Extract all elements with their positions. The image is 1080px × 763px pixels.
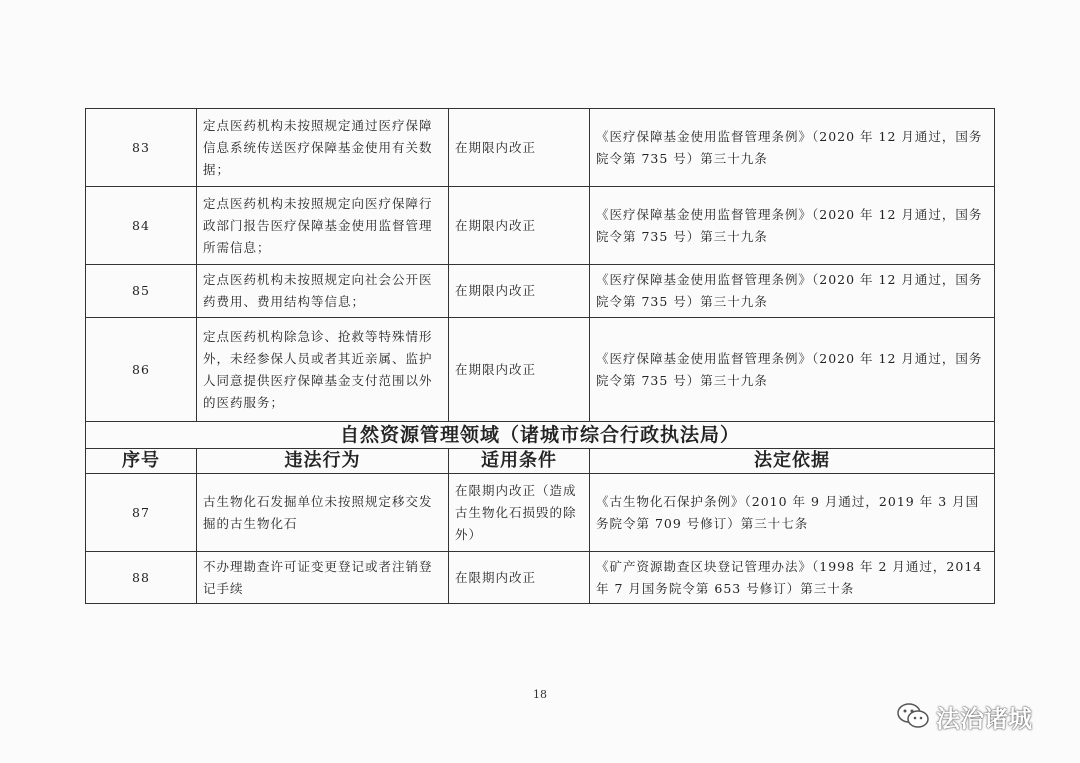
header-num: 序号 xyxy=(86,449,197,474)
row-number: 83 xyxy=(86,109,197,187)
table-row xyxy=(86,552,995,604)
illegal-behavior: 古生物化石发掘单位未按照规定移交发掘的古生物化石 xyxy=(197,474,449,552)
table-row xyxy=(86,474,995,552)
applicable-condition: 在期限内改正 xyxy=(449,109,590,187)
table-row xyxy=(86,187,995,265)
legal-basis: 《医疗保障基金使用监督管理条例》（2020 年 12 月通过，国务院令第 735 号）第三十九条 xyxy=(590,318,995,422)
legal-basis: 《医疗保障基金使用监督管理条例》（2020 年 12 月通过，国务院令第 735 号）第三十九条 xyxy=(590,109,995,187)
illegal-behavior: 定点医药机构除急诊、抢救等特殊情形外，未经参保人员或者其近亲属、监护人同意提供医疗保障基金支付范围以外的医药服务； xyxy=(197,318,449,422)
illegal-behavior: 定点医药机构未按照规定向医疗保障行政部门报告医疗保障基金使用监督管理所需信息； xyxy=(197,187,449,265)
header-behavior: 违法行为 xyxy=(197,449,449,474)
row-number: 86 xyxy=(86,318,197,422)
page-number: 18 xyxy=(533,688,547,701)
illegal-behavior: 不办理勘查许可证变更登记或者注销登记手续 xyxy=(197,552,449,604)
legal-basis: 《医疗保障基金使用监督管理条例》（2020 年 12 月通过，国务院令第 735 号）第三十九条 xyxy=(590,187,995,265)
legal-basis: 《古生物化石保护条例》（2010 年 9 月通过，2019 年 3 月国务院令第 709 号修订）第三十七条 xyxy=(590,474,995,552)
wechat-icon xyxy=(896,702,930,730)
table-row xyxy=(86,318,995,422)
section-title: 自然资源管理领域（诸城市综合行政执法局） xyxy=(86,422,995,449)
legal-basis: 《医疗保障基金使用监督管理条例》（2020 年 12 月通过，国务院令第 735 号）第三十九条 xyxy=(590,265,995,318)
applicable-condition: 在期限内改正 xyxy=(449,265,590,318)
table-row xyxy=(86,109,995,187)
header-condition: 适用条件 xyxy=(449,449,590,474)
header-basis: 法定依据 xyxy=(590,449,995,474)
illegal-behavior: 定点医药机构未按照规定向社会公开医药费用、费用结构等信息； xyxy=(197,265,449,318)
illegal-behavior: 定点医药机构未按照规定通过医疗保障信息系统传送医疗保障基金使用有关数据； xyxy=(197,109,449,187)
account-watermark xyxy=(896,700,1032,732)
applicable-condition: 在限期内改正（造成古生物化石损毁的除外） xyxy=(449,474,590,552)
row-number: 88 xyxy=(86,552,197,604)
penalty-table xyxy=(85,108,995,604)
applicable-condition: 在期限内改正 xyxy=(449,187,590,265)
applicable-condition: 在期限内改正 xyxy=(449,318,590,422)
applicable-condition: 在限期内改正 xyxy=(449,552,590,604)
table-row xyxy=(86,265,995,318)
legal-basis: 《矿产资源勘查区块登记管理办法》（1998 年 2 月通过，2014 年 7 月国务院令第 653 号修订）第三十条 xyxy=(590,552,995,604)
row-number: 87 xyxy=(86,474,197,552)
column-header-row xyxy=(86,449,995,474)
row-number: 84 xyxy=(86,187,197,265)
watermark-text: 法治诸城 xyxy=(936,704,1032,733)
row-number: 85 xyxy=(86,265,197,318)
section-header-row xyxy=(86,422,995,449)
